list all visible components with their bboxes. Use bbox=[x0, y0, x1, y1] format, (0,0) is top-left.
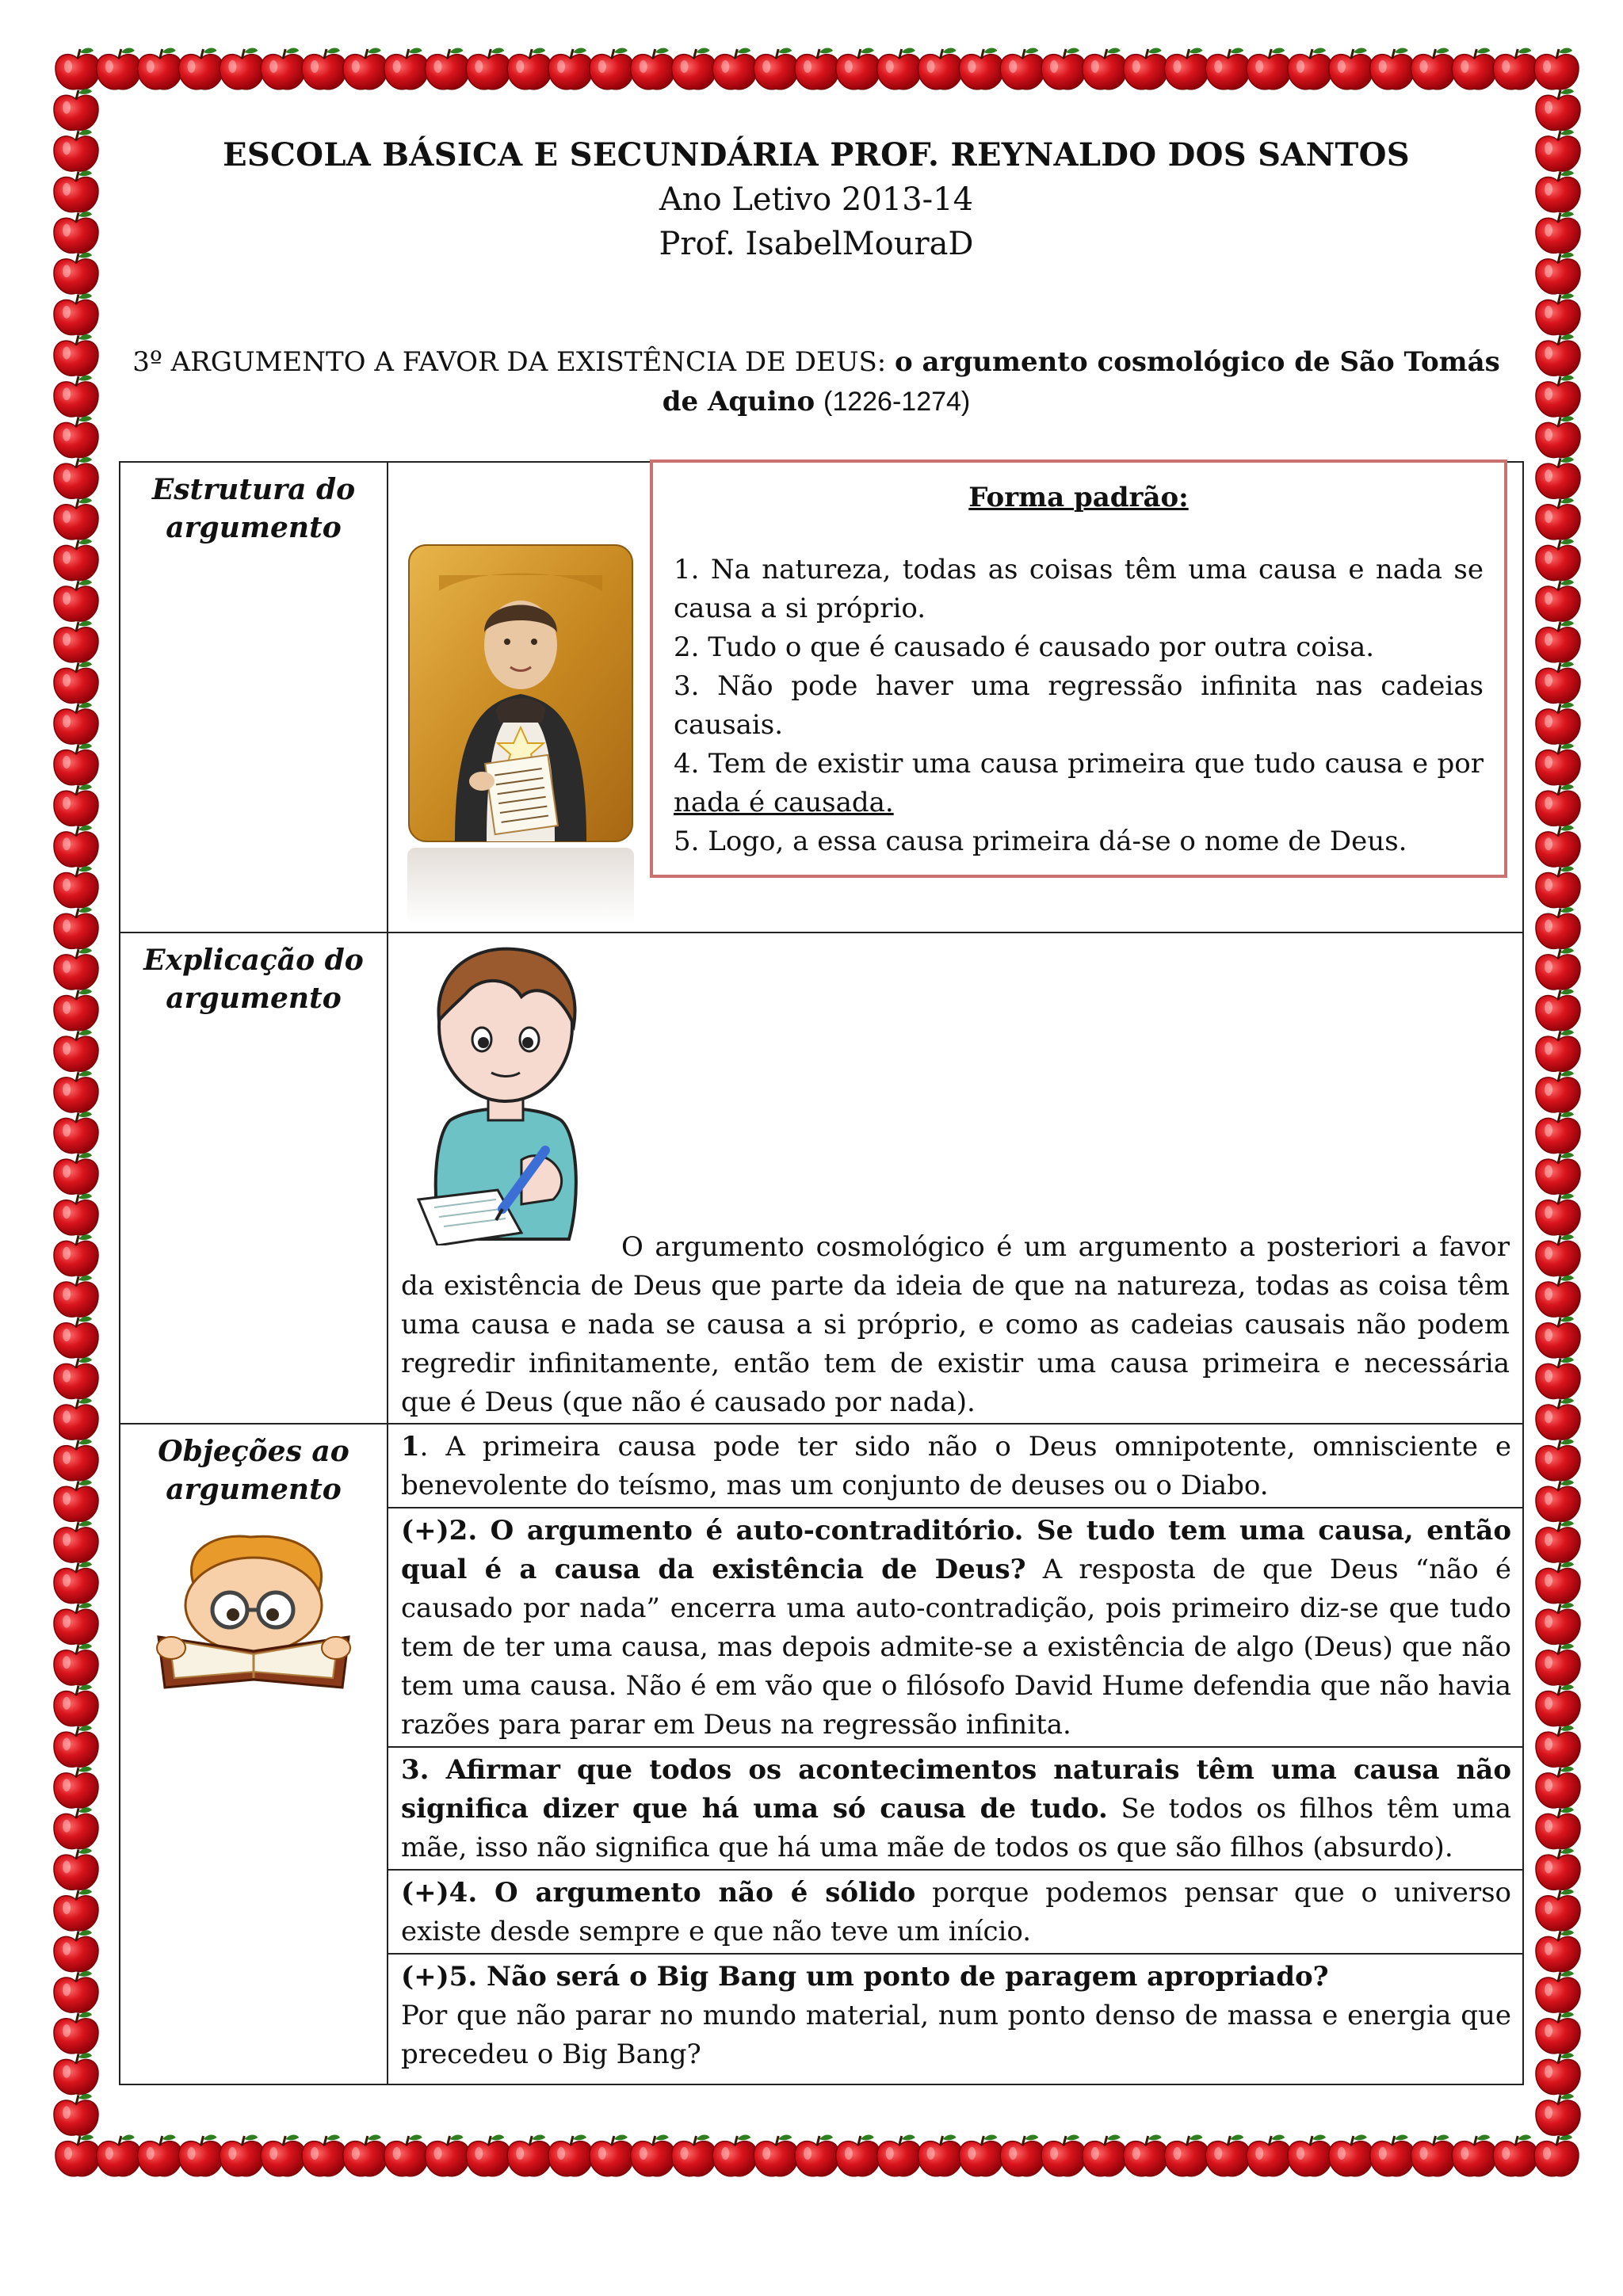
apple-icon bbox=[1536, 1684, 1580, 1726]
school-name: ESCOLA BÁSICA E SECUNDÁRIA PROF. REYNALDO DOS SANTOS bbox=[223, 136, 1410, 174]
objection-1 bbox=[388, 1425, 1522, 1508]
apple-icon bbox=[54, 334, 98, 376]
topic-years: (1226-1274) bbox=[823, 387, 971, 417]
apple-icon bbox=[54, 948, 98, 990]
apple-icon bbox=[384, 48, 429, 90]
apple-icon bbox=[1536, 2053, 1580, 2094]
apple-icon bbox=[1536, 1030, 1580, 1071]
apple-icon bbox=[1205, 48, 1250, 90]
apple-icon bbox=[54, 621, 98, 662]
apple-icon bbox=[1536, 1317, 1580, 1358]
objection-2-text: A resposta de que Deus “não é causado por nada” encerra uma auto-contradição, pois primeiro diz-se que tudo tem de ter uma causa, mas depois admite-se a existência de algo (Deus) que não tem uma causa. Não é em vão que o filósofo David Hume defendia que não havia razões para parar em Deus na regressão infinita. bbox=[401, 1554, 1512, 1741]
writing-boy-illustration bbox=[403, 938, 610, 1245]
apple-icon bbox=[1165, 48, 1209, 90]
apple-icon bbox=[54, 1726, 98, 1767]
apple-icon bbox=[1536, 989, 1580, 1030]
reading-kid-illustration bbox=[147, 1532, 360, 1691]
apple-icon bbox=[507, 48, 552, 90]
apple-icon bbox=[1124, 48, 1168, 90]
document-header bbox=[119, 133, 1514, 266]
apple-icon bbox=[1452, 48, 1496, 90]
apple-icon bbox=[1083, 2135, 1127, 2176]
apple-icon bbox=[55, 48, 100, 90]
apple-icon bbox=[1370, 48, 1415, 90]
apple-icon bbox=[1329, 2135, 1373, 2176]
apple-icon bbox=[1536, 621, 1580, 662]
apple-icon bbox=[1536, 2012, 1580, 2054]
apple-icon bbox=[1536, 1357, 1580, 1398]
apple-icon bbox=[1536, 89, 1580, 130]
school-year: Ano Letivo 2013-14 bbox=[659, 181, 974, 218]
apple-icon bbox=[54, 1521, 98, 1562]
apple-icon bbox=[1536, 1890, 1580, 1931]
apple-icon bbox=[1536, 1807, 1580, 1848]
objection-4-bold: (+)4. O argumento não é sólido bbox=[401, 1877, 916, 1909]
apple-icon bbox=[54, 826, 98, 867]
saint-thomas-portrait bbox=[407, 543, 634, 843]
objection-5-bold: (+)5. Não será o Big Bang um ponto de paragem apropriado? bbox=[401, 1961, 1329, 1993]
apple-icon bbox=[1493, 48, 1537, 90]
objection-4 bbox=[388, 1871, 1522, 1955]
apple-icon bbox=[1534, 2135, 1579, 2176]
apple-icon bbox=[54, 376, 98, 417]
apple-icon bbox=[54, 580, 98, 621]
apple-icon bbox=[54, 498, 98, 540]
apple-icon bbox=[1536, 1848, 1580, 1890]
apple-icon bbox=[138, 48, 182, 90]
objection-3-text: Se todos os filhos têm uma mãe, isso não significa que há uma mãe de todos os que são filhos (absurdo). bbox=[401, 1793, 1511, 1863]
apple-icon bbox=[466, 48, 510, 90]
apple-icon bbox=[54, 89, 98, 130]
apple-icon bbox=[1536, 1276, 1580, 1317]
apple-icon bbox=[1536, 866, 1580, 907]
objection-3 bbox=[388, 1748, 1522, 1871]
apple-icon bbox=[1536, 744, 1580, 785]
apple-icon bbox=[54, 1890, 98, 1931]
objection-3-bold: 3. Afirmar que todos os acontecimentos naturais têm uma causa não significa dizer que há uma só causa de tudo. bbox=[401, 1754, 1511, 1825]
apple-icon bbox=[1247, 48, 1291, 90]
apple-icon bbox=[672, 48, 716, 90]
apple-icon bbox=[1536, 416, 1580, 457]
apple-icon bbox=[631, 2135, 675, 2176]
apple-icon bbox=[1536, 334, 1580, 376]
apple-icon bbox=[1536, 457, 1580, 498]
explanation-text: O argumento cosmológico é um argumento a posteriori a favor da existência de Deus que parte da ideia de que na natureza, todas as coisa têm uma causa e nada se causa a si próprio, e como as cadeias causais não podem regredir infinitamente, então tem de existir uma causa primeira e necessária que é Deus (que não é causado por nada). bbox=[401, 1231, 1510, 1418]
premise-2: 2. Tudo o que é causado é causado por outra coisa. bbox=[674, 631, 1375, 663]
apple-icon bbox=[1536, 1194, 1580, 1235]
apple-icon bbox=[712, 48, 757, 90]
structure-label: Estrutura do argumento bbox=[151, 473, 356, 544]
apple-icon bbox=[1536, 293, 1580, 334]
apple-icon bbox=[590, 48, 634, 90]
objection-5-text: Por que não parar no mundo material, num ponto denso de massa e energia que precedeu o Big Bang? bbox=[401, 2000, 1511, 2070]
apple-icon bbox=[1536, 1112, 1580, 1153]
apple-icon bbox=[1536, 1480, 1580, 1521]
objection-2 bbox=[388, 1508, 1522, 1748]
apple-icon bbox=[54, 293, 98, 334]
apple-icon bbox=[179, 48, 223, 90]
objection-4-text: porque podemos pensar que o universo existe desde sempre e que não teve um início. bbox=[401, 1877, 1511, 1947]
apple-icon bbox=[1536, 2094, 1580, 2135]
topic-prefix: 3º ARGUMENTO A FAVOR DA EXISTÊNCIA DE DEUS: bbox=[132, 346, 896, 378]
apple-icon bbox=[1536, 1644, 1580, 1685]
apple-icon bbox=[343, 48, 388, 90]
apple-icon bbox=[54, 662, 98, 703]
apple-icon bbox=[1536, 580, 1580, 621]
topic-title bbox=[119, 342, 1514, 421]
apple-icon bbox=[261, 2135, 305, 2176]
apple-icon bbox=[54, 784, 98, 826]
apple-icon bbox=[54, 2012, 98, 2054]
apple-icon bbox=[1041, 48, 1086, 90]
apple-icon bbox=[54, 1357, 98, 1398]
explanation-content-cell bbox=[388, 933, 1523, 1424]
structure-row bbox=[120, 462, 1523, 933]
apple-icon bbox=[1000, 48, 1044, 90]
objections-row bbox=[120, 1424, 1523, 2084]
objections-label-cell bbox=[120, 1424, 388, 2084]
argument-table bbox=[119, 461, 1524, 2085]
apple-icon bbox=[54, 1030, 98, 1071]
apple-icon bbox=[959, 2135, 1003, 2176]
apple-icon bbox=[54, 1071, 98, 1112]
apple-icon bbox=[54, 1440, 98, 1481]
apple-icon bbox=[1493, 2135, 1537, 2176]
apple-icon bbox=[54, 1644, 98, 1685]
apple-icon bbox=[54, 907, 98, 948]
apple-icon bbox=[1536, 1726, 1580, 1767]
explanation-row bbox=[120, 933, 1523, 1424]
apple-icon bbox=[959, 48, 1003, 90]
premise-4-underlined: nada é causada. bbox=[674, 787, 894, 818]
apple-icon bbox=[466, 2135, 510, 2176]
apple-icon bbox=[54, 1848, 98, 1890]
apple-icon bbox=[1536, 376, 1580, 417]
apple-icon bbox=[54, 1684, 98, 1726]
apple-icon bbox=[1165, 2135, 1209, 2176]
apple-icon bbox=[1041, 2135, 1086, 2176]
standard-form-box bbox=[650, 460, 1507, 878]
apple-icon bbox=[1452, 2135, 1496, 2176]
apple-icon bbox=[1536, 1071, 1580, 1112]
apple-icon bbox=[1536, 1153, 1580, 1194]
apple-icon bbox=[877, 48, 922, 90]
apple-icon bbox=[54, 1930, 98, 1971]
apple-icon bbox=[1000, 2135, 1044, 2176]
objections-content-cell bbox=[388, 1424, 1523, 2084]
conclusion-5: 5. Logo, a essa causa primeira dá-se o nome de Deus. bbox=[674, 826, 1407, 857]
apple-icon bbox=[54, 1234, 98, 1276]
apple-icon bbox=[507, 2135, 552, 2176]
apple-icon bbox=[1536, 1398, 1580, 1440]
apple-icon bbox=[1536, 948, 1580, 990]
apple-icon bbox=[54, 130, 98, 171]
apple-icon bbox=[343, 2135, 388, 2176]
apple-icon bbox=[836, 48, 880, 90]
apple-icon bbox=[712, 2135, 757, 2176]
topic-bold: o argumento cosmológico de São Tomás de Aquino bbox=[662, 346, 1500, 418]
structure-label-cell bbox=[120, 462, 388, 933]
apple-icon bbox=[1536, 1930, 1580, 1971]
premise-4 bbox=[674, 745, 1484, 822]
apple-icon bbox=[1536, 498, 1580, 540]
apple-icon bbox=[54, 1398, 98, 1440]
apple-icon bbox=[1370, 2135, 1415, 2176]
apple-icon bbox=[97, 2135, 141, 2176]
apple-icon bbox=[426, 2135, 470, 2176]
apple-icon bbox=[54, 416, 98, 457]
apple-icon bbox=[54, 2094, 98, 2135]
apple-icon bbox=[1536, 1767, 1580, 1808]
apple-icon bbox=[1536, 784, 1580, 826]
apple-icon bbox=[1536, 826, 1580, 867]
apple-icon bbox=[1536, 1603, 1580, 1644]
apple-icon bbox=[918, 48, 963, 90]
apple-icon bbox=[754, 48, 798, 90]
objection-5 bbox=[388, 1955, 1522, 2084]
apple-icon bbox=[1247, 2135, 1291, 2176]
apple-icon bbox=[54, 1603, 98, 1644]
apple-icon bbox=[384, 2135, 429, 2176]
apple-icon bbox=[1536, 170, 1580, 212]
apple-icon bbox=[54, 866, 98, 907]
premise-1: 1. Na natureza, todas as coisas têm uma causa e nada se causa a si próprio. bbox=[674, 554, 1484, 624]
apple-icon bbox=[54, 1767, 98, 1808]
apple-icon bbox=[54, 1276, 98, 1317]
teacher-name: Prof. IsabelMouraD bbox=[659, 226, 974, 262]
apple-icon bbox=[795, 2135, 839, 2176]
apple-icon bbox=[54, 989, 98, 1030]
apple-icon bbox=[1536, 253, 1580, 294]
apple-icon bbox=[54, 1112, 98, 1153]
apple-icon bbox=[590, 2135, 634, 2176]
apple-icon bbox=[54, 2053, 98, 2094]
explanation-label: Explicação do argumento bbox=[143, 944, 364, 1015]
standard-form-title: Forma padrão: bbox=[968, 482, 1189, 513]
apple-icon bbox=[1329, 48, 1373, 90]
apple-icon bbox=[1536, 907, 1580, 948]
premise-3: 3. Não pode haver uma regressão infinita nas cadeias causais. bbox=[674, 670, 1484, 741]
objection-1-number: 1 bbox=[401, 1431, 420, 1463]
apple-icon bbox=[1536, 539, 1580, 580]
apple-icon bbox=[54, 1971, 98, 2012]
apple-icon bbox=[54, 1194, 98, 1235]
portrait-reflection bbox=[407, 848, 634, 924]
apple-icon bbox=[1411, 2135, 1456, 2176]
apple-icon bbox=[220, 48, 264, 90]
apple-icon bbox=[672, 2135, 716, 2176]
apple-icon bbox=[54, 1562, 98, 1603]
apple-icon bbox=[54, 1317, 98, 1358]
apple-icon bbox=[1124, 2135, 1168, 2176]
apple-icon bbox=[426, 48, 470, 90]
apple-icon bbox=[754, 2135, 798, 2176]
objection-1-text: . A primeira causa pode ter sido não o Deus omnipotente, omnisciente e benevolente do teísmo, mas um conjunto de deuses ou o Diabo. bbox=[401, 1431, 1511, 1501]
structure-content-cell bbox=[388, 462, 1523, 933]
apple-icon bbox=[1411, 48, 1456, 90]
apple-icon bbox=[54, 212, 98, 253]
apple-icon bbox=[1536, 1440, 1580, 1481]
apple-icon bbox=[1083, 48, 1127, 90]
apple-icon bbox=[55, 2135, 100, 2176]
apple-icon bbox=[1288, 2135, 1332, 2176]
apple-icon bbox=[97, 48, 141, 90]
apple-icon bbox=[302, 48, 346, 90]
apple-icon bbox=[1536, 662, 1580, 703]
apple-icon bbox=[548, 48, 593, 90]
apple-icon bbox=[1536, 212, 1580, 253]
explanation-label-cell bbox=[120, 933, 388, 1424]
apple-icon bbox=[1536, 1562, 1580, 1603]
apple-icon bbox=[54, 170, 98, 212]
apple-icon bbox=[138, 2135, 182, 2176]
apple-icon bbox=[179, 2135, 223, 2176]
apple-icon bbox=[548, 2135, 593, 2176]
apple-icon bbox=[877, 2135, 922, 2176]
apple-icon bbox=[1536, 1234, 1580, 1276]
apple-icon bbox=[1534, 48, 1579, 90]
apple-icon bbox=[836, 2135, 880, 2176]
apple-icon bbox=[1536, 1971, 1580, 2012]
apple-icon bbox=[54, 1480, 98, 1521]
apple-icon bbox=[54, 703, 98, 744]
objection-2-bold: (+)2. O argumento é auto-contraditório. Se tudo tem uma causa, então qual é a causa da existência de Deus? bbox=[401, 1515, 1511, 1585]
apple-icon bbox=[54, 253, 98, 294]
apple-icon bbox=[54, 539, 98, 580]
apple-icon bbox=[54, 457, 98, 498]
apple-icon bbox=[631, 48, 675, 90]
apple-icon bbox=[1288, 48, 1332, 90]
objections-label: Objeções ao argumento bbox=[158, 1435, 349, 1506]
apple-icon bbox=[795, 48, 839, 90]
apple-icon bbox=[302, 2135, 346, 2176]
apple-icon bbox=[1536, 1521, 1580, 1562]
apple-icon bbox=[220, 2135, 264, 2176]
premise-4-start: 4. Tem de existir uma causa primeira que tudo causa e por bbox=[674, 748, 1484, 780]
apple-icon bbox=[1536, 130, 1580, 171]
apple-icon bbox=[54, 744, 98, 785]
apple-icon bbox=[1205, 2135, 1250, 2176]
apple-icon bbox=[54, 1153, 98, 1194]
apple-icon bbox=[1536, 703, 1580, 744]
apple-icon bbox=[261, 48, 305, 90]
apple-icon bbox=[918, 2135, 963, 2176]
apple-icon bbox=[54, 1807, 98, 1848]
